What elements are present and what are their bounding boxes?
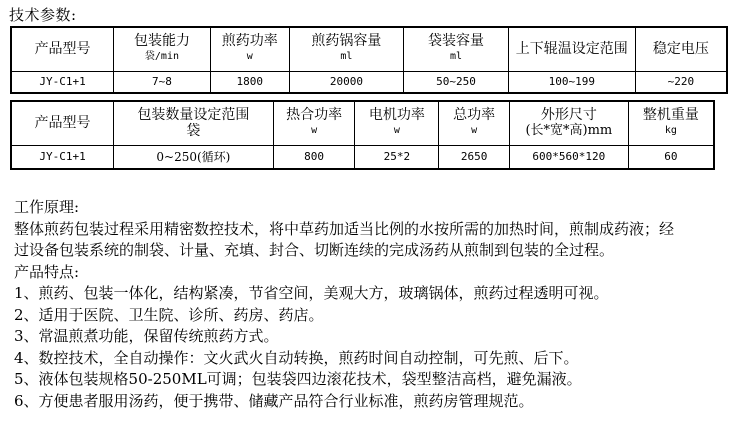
data-cell: 7~8 [114, 71, 211, 93]
header-cell: 总功率 w [439, 101, 510, 145]
header-cell: 产品型号 [11, 27, 114, 71]
principle-line: 整体煎药包装过程采用精密数控技术，将中草药加适当比例的水按所需的加热时间，煎制成药液；经 [14, 219, 675, 238]
description-block [14, 197, 736, 412]
spec-table-2-data-row [11, 145, 714, 169]
header-cell: 外形尺寸 (长*宽*高)mm [509, 101, 628, 145]
header-cell: 包装数量设定范围 袋 [114, 101, 274, 145]
data-cell: 20000 [289, 71, 404, 93]
data-cell: 60 [628, 145, 714, 169]
header-cell: 煎药功率 w [210, 27, 289, 71]
header-cell: 煎药锅容量 ml [289, 27, 404, 71]
data-cell: 100~199 [508, 71, 635, 93]
spec-table-2 [10, 100, 715, 170]
spec-table-1 [10, 26, 728, 94]
data-cell: 50~250 [404, 71, 509, 93]
data-cell: 800 [273, 145, 355, 169]
feature-item: 6、方便患者服用汤药，便于携带、储藏产品符合行业标准，煎药房管理规范。 [14, 391, 534, 410]
data-cell: 1800 [210, 71, 289, 93]
principle-line: 过设备包装系统的制袋、计量、充填、封合、切断连续的完成汤药从煎制到包装的全过程。 [14, 241, 615, 259]
header-cell: 上下辊温设定范围 [508, 27, 635, 71]
header-cell: 袋装容量 ml [404, 27, 509, 71]
header-cell: 产品型号 [11, 101, 114, 145]
data-cell: JY-C1+1 [11, 145, 114, 169]
spec-table-1-header-row [11, 27, 727, 71]
data-cell: 2650 [439, 145, 510, 169]
spec-table-2-header-row [11, 101, 714, 145]
principle-title: 工作原理: [14, 198, 80, 216]
feature-item: 3、常温煎煮功能，保留传统煎药方式。 [14, 327, 279, 345]
feature-item: 5、液体包装规格50-250ML可调；包装袋四边滚花技术，袋型整洁高档，避免漏液。 [14, 370, 582, 388]
header-cell: 稳定电压 [635, 27, 727, 71]
data-cell: ~220 [635, 71, 727, 93]
header-cell: 包装能力 袋/min [114, 27, 211, 71]
header-cell: 整机重量 kg [628, 101, 714, 145]
data-cell: JY-C1+1 [11, 71, 114, 93]
features-title: 产品特点: [14, 262, 80, 281]
spec-table-1-data-row [11, 71, 727, 93]
feature-item: 4、数控技术，全自动操作：文火武火自动转换，煎药时间自动控制，可先煎、后下。 [14, 348, 579, 367]
data-cell: 600*560*120 [509, 145, 628, 169]
header-cell: 电机功率 w [355, 101, 439, 145]
feature-item: 1、煎药、包装一体化，结构紧凑，节省空间，美观大方，玻璃锅体，煎药过程透明可视。 [14, 284, 609, 302]
feature-item: 2、适用于医院、卫生院、诊所、药房、药店。 [14, 305, 324, 324]
header-cell: 热合功率 w [273, 101, 355, 145]
data-cell: 25*2 [355, 145, 439, 169]
data-cell: 0~250(循环) [114, 145, 274, 169]
section-heading: 技术参数: [9, 6, 77, 24]
